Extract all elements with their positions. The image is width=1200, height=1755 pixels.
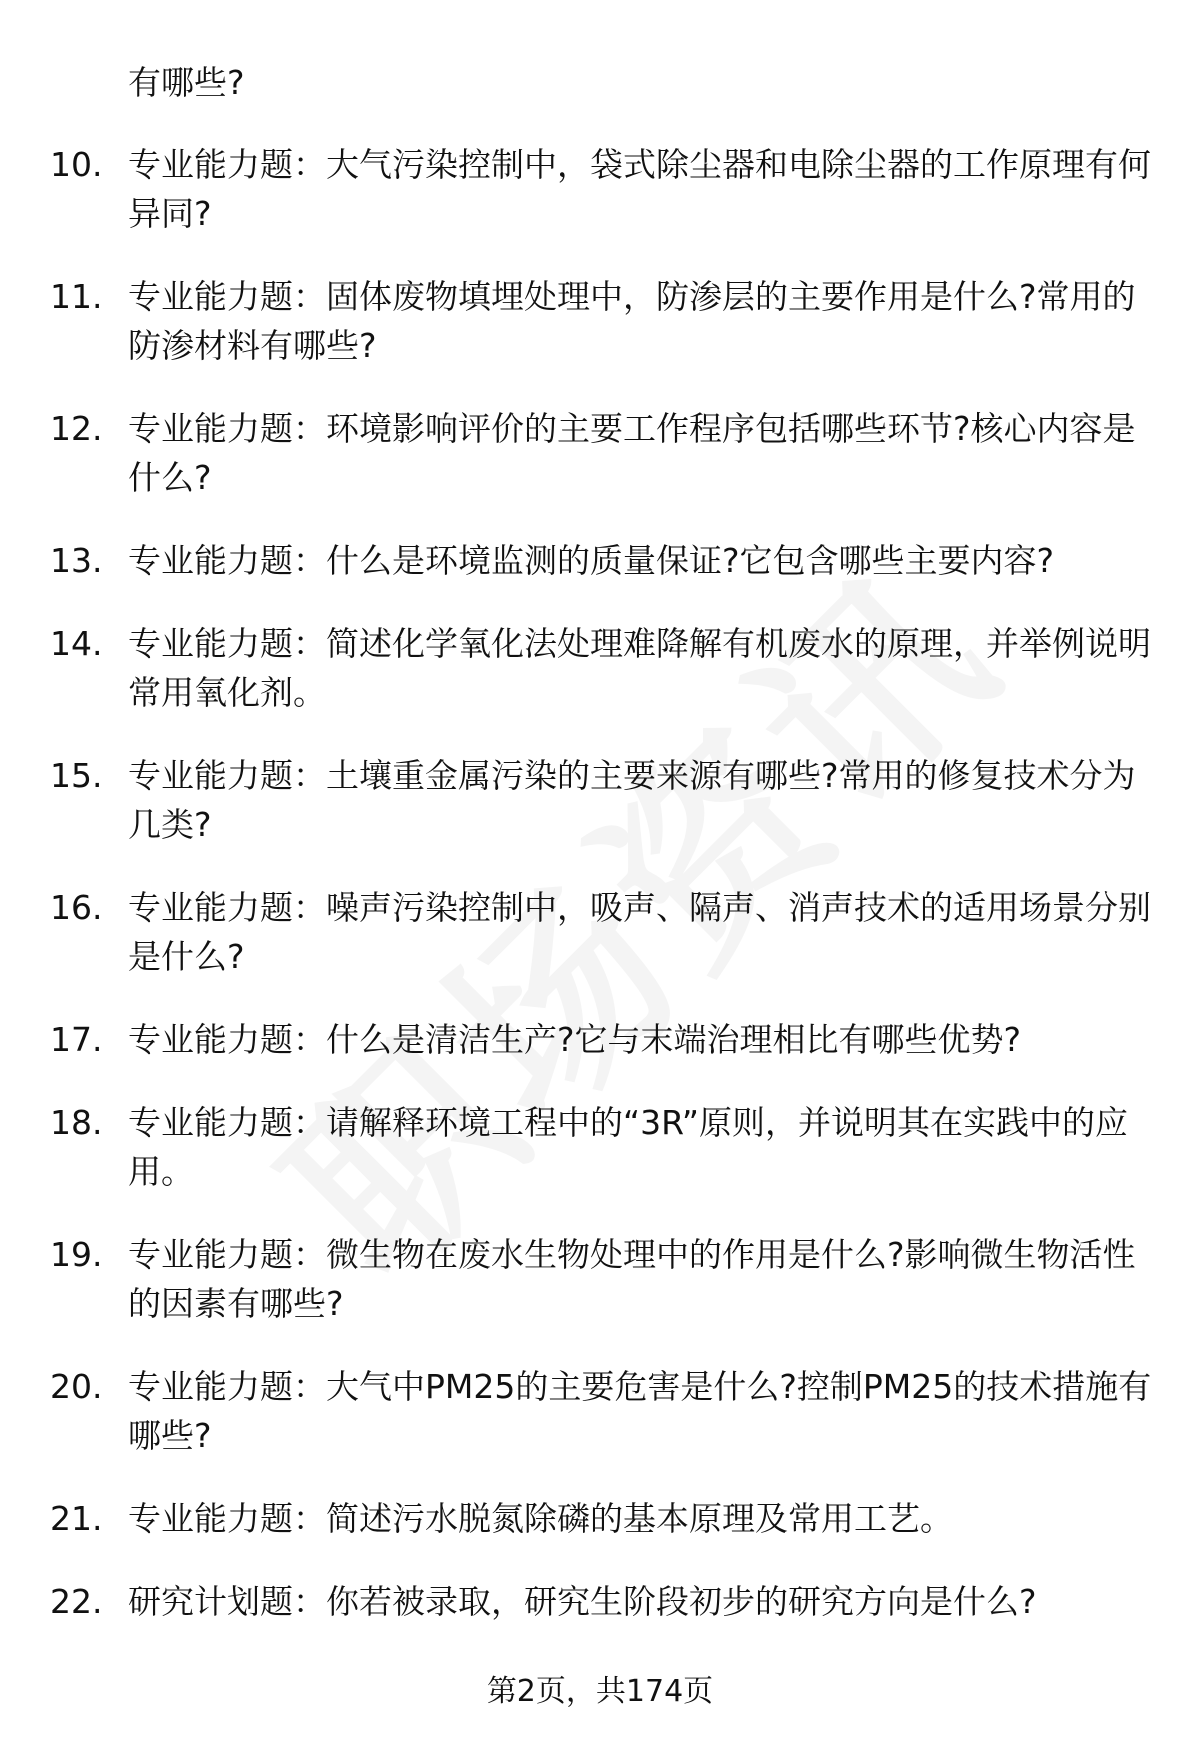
question-item-17 xyxy=(50,1015,1160,1064)
question-item-14 xyxy=(50,619,1160,717)
question-text: 专业能力题：土壤重金属污染的主要来源有哪些?常用的修复技术分为几类? xyxy=(128,756,1136,844)
question-text: 专业能力题：大气污染控制中，袋式除尘器和电除尘器的工作原理有何异同? xyxy=(128,145,1151,233)
page-number: 第2页，共174页 xyxy=(486,1674,714,1709)
question-text: 专业能力题：简述化学氧化法处理难降解有机废水的原理，并举例说明常用氧化剂。 xyxy=(128,624,1151,712)
question-number: 18. xyxy=(50,1103,103,1142)
question-number: 10. xyxy=(50,145,103,184)
question-item-16 xyxy=(50,883,1160,981)
question-number: 20. xyxy=(50,1367,103,1406)
question-text: 研究计划题：你若被录取，研究生阶段初步的研究方向是什么? xyxy=(128,1582,1037,1621)
question-text: 专业能力题：环境影响评价的主要工作程序包括哪些环节?核心内容是什么? xyxy=(128,409,1136,497)
question-number: 14. xyxy=(50,624,103,663)
question-item-21 xyxy=(50,1494,1160,1543)
question-number: 12. xyxy=(50,409,103,448)
question-number: 16. xyxy=(50,888,103,927)
question-item-22 xyxy=(50,1577,1160,1626)
continuation-text: 有哪些? xyxy=(128,63,245,102)
question-text: 专业能力题：什么是环境监测的质量保证?它包含哪些主要内容? xyxy=(128,541,1055,580)
question-item-20 xyxy=(50,1362,1160,1460)
question-item-13 xyxy=(50,536,1160,585)
question-number: 19. xyxy=(50,1235,103,1274)
question-number: 21. xyxy=(50,1499,103,1538)
question-item-18 xyxy=(50,1098,1160,1196)
question-number: 15. xyxy=(50,756,103,795)
question-list xyxy=(50,140,1160,1660)
question-item-19 xyxy=(50,1230,1160,1328)
question-item-10 xyxy=(50,140,1160,238)
question-text: 专业能力题：什么是清洁生产?它与末端治理相比有哪些优势? xyxy=(128,1020,1022,1059)
question-number: 11. xyxy=(50,277,103,316)
question-text: 专业能力题：简述污水脱氮除磷的基本原理及常用工艺。 xyxy=(128,1499,953,1538)
question-text: 专业能力题：噪声污染控制中，吸声、隔声、消声技术的适用场景分别是什么? xyxy=(128,888,1151,976)
question-text: 专业能力题：固体废物填埋处理中，防渗层的主要作用是什么?常用的防渗材料有哪些? xyxy=(128,277,1136,365)
question-item-12 xyxy=(50,404,1160,502)
question-number: 13. xyxy=(50,541,103,580)
question-item-15 xyxy=(50,751,1160,849)
question-text: 专业能力题：大气中PM25的主要危害是什么?控制PM25的技术措施有哪些? xyxy=(128,1367,1152,1455)
question-number: 17. xyxy=(50,1020,103,1059)
question-number: 22. xyxy=(50,1582,103,1621)
question-item-11 xyxy=(50,272,1160,370)
question-text: 专业能力题：请解释环境工程中的“3R”原则，并说明其在实践中的应用。 xyxy=(128,1103,1129,1191)
question-text: 专业能力题：微生物在废水生物处理中的作用是什么?影响微生物活性的因素有哪些? xyxy=(128,1235,1136,1323)
